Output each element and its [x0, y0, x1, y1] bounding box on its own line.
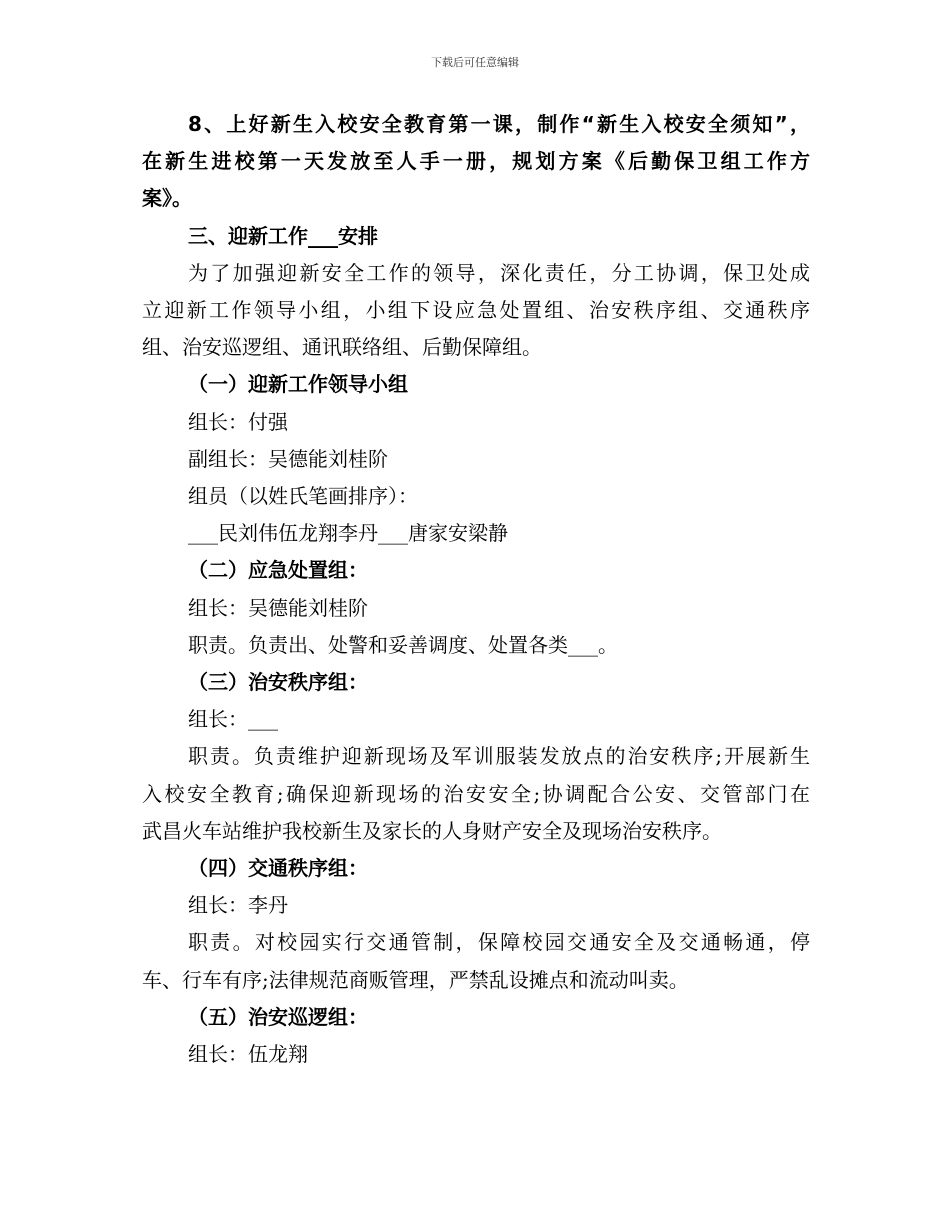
- body-line: 组长：伍龙翔: [188, 1042, 308, 1067]
- body-line: 职责。负责出、处警和妥善调度、处置各类___。: [188, 632, 618, 657]
- body-line: 为了加强迎新安全工作的领导，深化责任，分工协调，保卫处成: [188, 260, 810, 285]
- body-line: 在新生进校第一天发放至人手一册，规划方案《后勤保卫组工作方: [142, 149, 810, 174]
- subsection-heading: （五）治安巡逻组：: [188, 1004, 368, 1029]
- subsection-heading: （二）应急处置组：: [188, 558, 368, 583]
- document-body: [142, 106, 810, 1073]
- body-line: 组长：吴德能刘桂阶: [188, 595, 368, 620]
- body-line: 组员（以姓氏笔画排序）：: [188, 484, 418, 509]
- body-line: 入校安全教育;确保迎新现场的治安安全;协调配合公安、交管部门在: [142, 781, 810, 806]
- body-line: 车、行车有序;法律规范商贩管理，严禁乱设摊点和流动叫卖。: [142, 967, 689, 992]
- body-line: 武昌火车站维护我校新生及家长的人身财产安全及现场治安秩序。: [142, 818, 722, 843]
- body-line: 组长：李丹: [188, 893, 288, 918]
- body-line: ___民刘伟伍龙翔李丹___唐家安梁静: [188, 521, 508, 546]
- body-line: 组长：付强: [188, 409, 288, 434]
- body-line: 职责。负责维护迎新现场及军训服装发放点的治安秩序;开展新生: [188, 744, 810, 769]
- subsection-heading: （一）迎新工作领导小组: [188, 372, 408, 397]
- body-line: 案》。: [142, 186, 192, 211]
- section-heading: 三、迎新工作___安排: [188, 223, 378, 248]
- body-line: 组长：___: [188, 707, 278, 732]
- header-note: 下载后可任意编辑: [431, 56, 519, 69]
- body-line: 副组长：吴德能刘桂阶: [188, 446, 388, 471]
- body-line: 组、治安巡逻组、通讯联络组、后勤保障组。: [142, 335, 542, 360]
- subsection-heading: （四）交通秩序组：: [188, 856, 368, 881]
- body-line: 职责。对校园实行交通管制，保障校园交通安全及交通畅通，停: [188, 930, 810, 955]
- subsection-heading: （三）治安秩序组：: [188, 670, 368, 695]
- body-line: 立迎新工作领导小组，小组下设应急处置组、治安秩序组、交通秩序: [142, 298, 810, 323]
- body-line: 8、上好新生入校安全教育第一课，制作“新生入校安全须知”，: [188, 112, 810, 136]
